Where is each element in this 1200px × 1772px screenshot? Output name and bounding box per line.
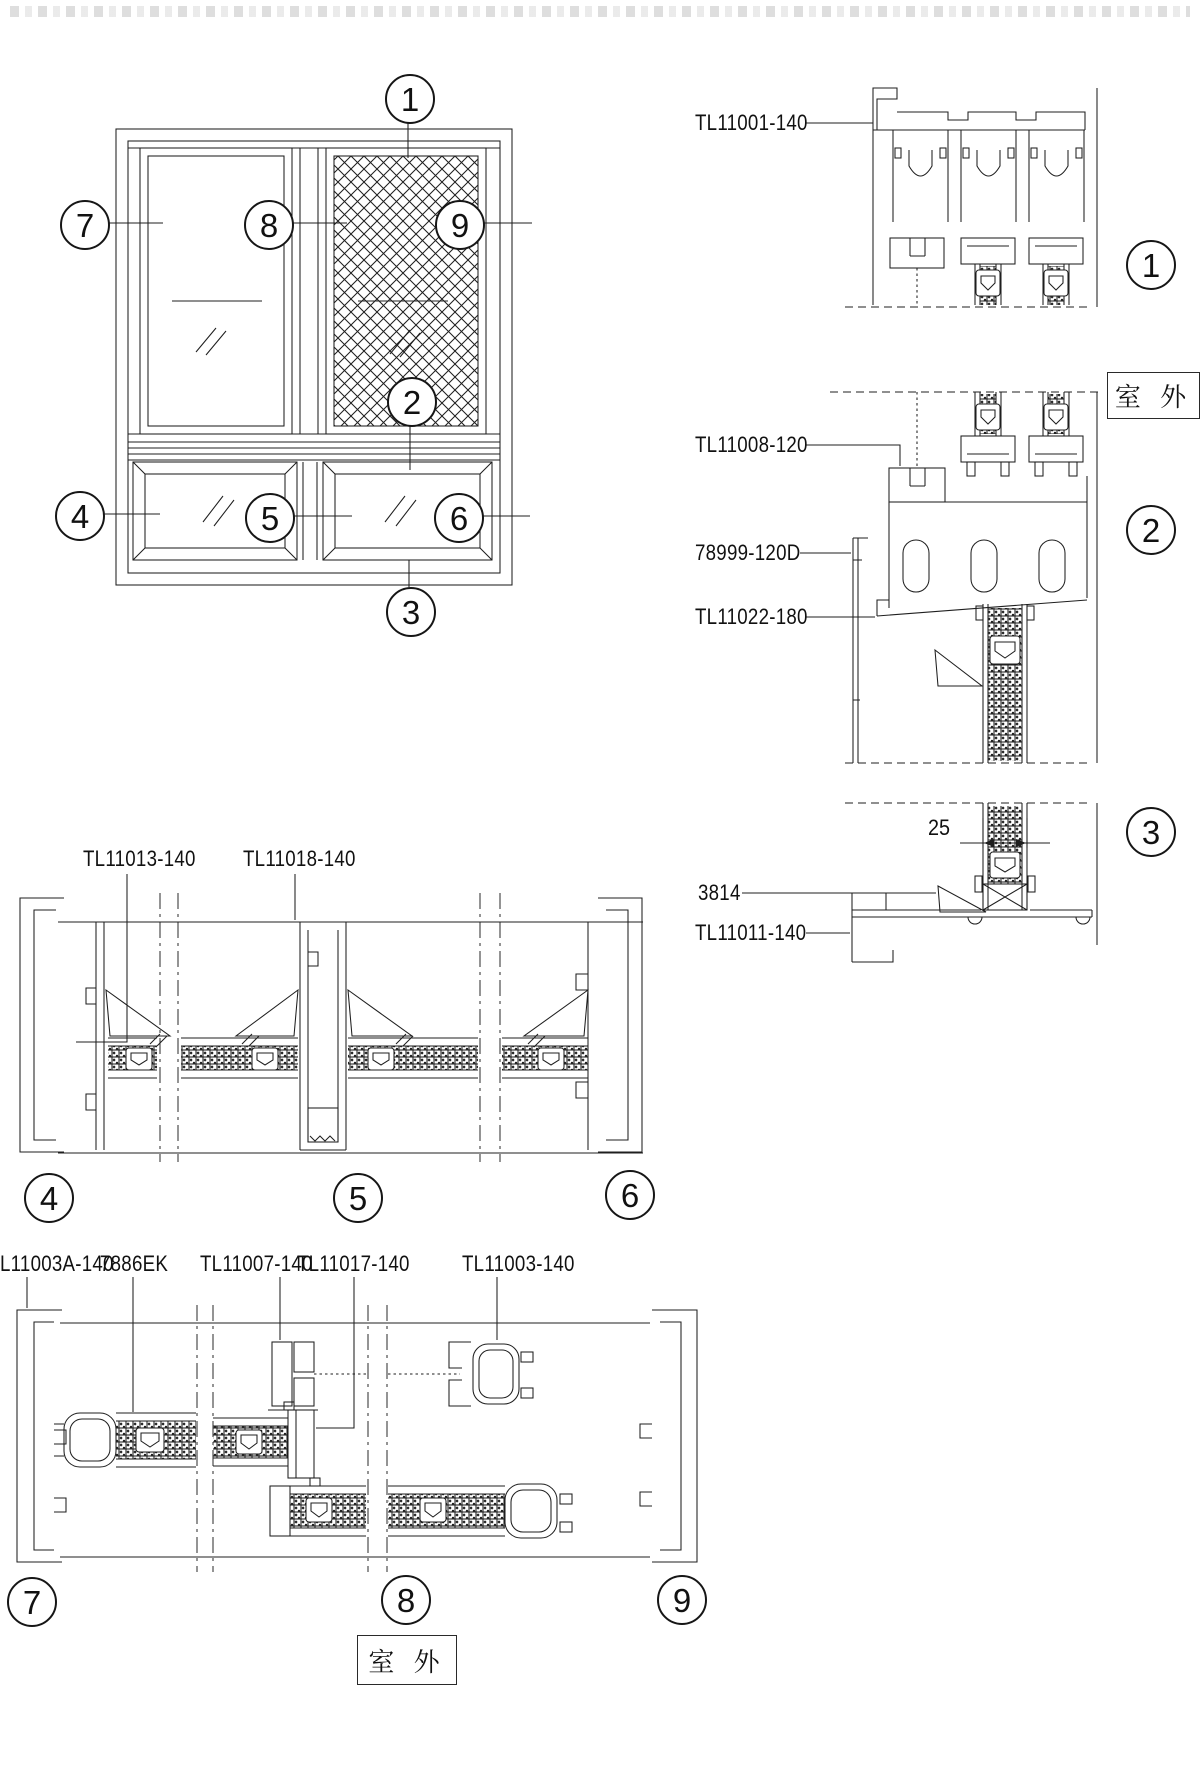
label-cover-profile: 78999-120D bbox=[695, 540, 801, 565]
detail-1-head-section bbox=[845, 88, 1097, 307]
label-mid-jamb: TL11013-140 bbox=[83, 846, 196, 871]
label-bottom-interlock: TL11017-140 bbox=[297, 1251, 410, 1276]
detail-7-title-bubble: 7 bbox=[7, 1577, 57, 1627]
label-bottom-screen-track: TL11007-140 bbox=[200, 1251, 313, 1276]
details-4-5-6-horizontal-section bbox=[20, 874, 643, 1162]
detail-4-title-bubble: 4 bbox=[24, 1173, 74, 1223]
callout-6-elevation: 6 bbox=[434, 493, 484, 543]
detail-3-sill-section bbox=[845, 803, 1097, 962]
detail-9-title-bubble: 9 bbox=[657, 1575, 707, 1625]
detail-2-transom-section bbox=[830, 392, 1100, 763]
callout-1-elevation: 1 bbox=[385, 74, 435, 124]
label-meeting-block: TL11008-120 bbox=[695, 432, 808, 457]
label-glazing-bead: 3814 bbox=[698, 880, 741, 905]
callout-2-elevation: 2 bbox=[387, 377, 437, 427]
callout-7-elevation: 7 bbox=[60, 200, 110, 250]
callout-4-elevation: 4 bbox=[55, 491, 105, 541]
label-bottom-jamb-right: TL11003-140 bbox=[462, 1251, 575, 1276]
details-7-8-9-horizontal-section bbox=[17, 1277, 697, 1572]
label-transom: TL11022-180 bbox=[695, 604, 808, 629]
detail-1-title-bubble: 1 bbox=[1126, 240, 1176, 290]
detail-5-title-bubble: 5 bbox=[333, 1173, 383, 1223]
detail-2-title-bubble: 2 bbox=[1126, 505, 1176, 555]
label-bottom-roller: 7886EK bbox=[100, 1251, 169, 1276]
label-sill-frame: TL11011-140 bbox=[695, 920, 807, 945]
outdoor-label-bottom: 室 外 bbox=[357, 1635, 457, 1685]
dimension-25-text: 25 bbox=[928, 815, 951, 840]
callout-5-elevation: 5 bbox=[245, 493, 295, 543]
callout-8-elevation: 8 bbox=[244, 200, 294, 250]
detail-6-title-bubble: 6 bbox=[605, 1170, 655, 1220]
label-head-frame: TL11001-140 bbox=[695, 110, 808, 135]
label-bottom-jamb-left: L11003A-140 bbox=[0, 1251, 114, 1276]
callout-9-elevation: 9 bbox=[435, 200, 485, 250]
label-leaders-right bbox=[742, 123, 936, 933]
detail-8-title-bubble: 8 bbox=[381, 1575, 431, 1625]
detail-3-title-bubble: 3 bbox=[1126, 807, 1176, 857]
label-mid-mullion: TL11018-140 bbox=[243, 846, 356, 871]
outdoor-label-right: 室 外 bbox=[1107, 372, 1200, 419]
callout-3-elevation: 3 bbox=[386, 587, 436, 637]
